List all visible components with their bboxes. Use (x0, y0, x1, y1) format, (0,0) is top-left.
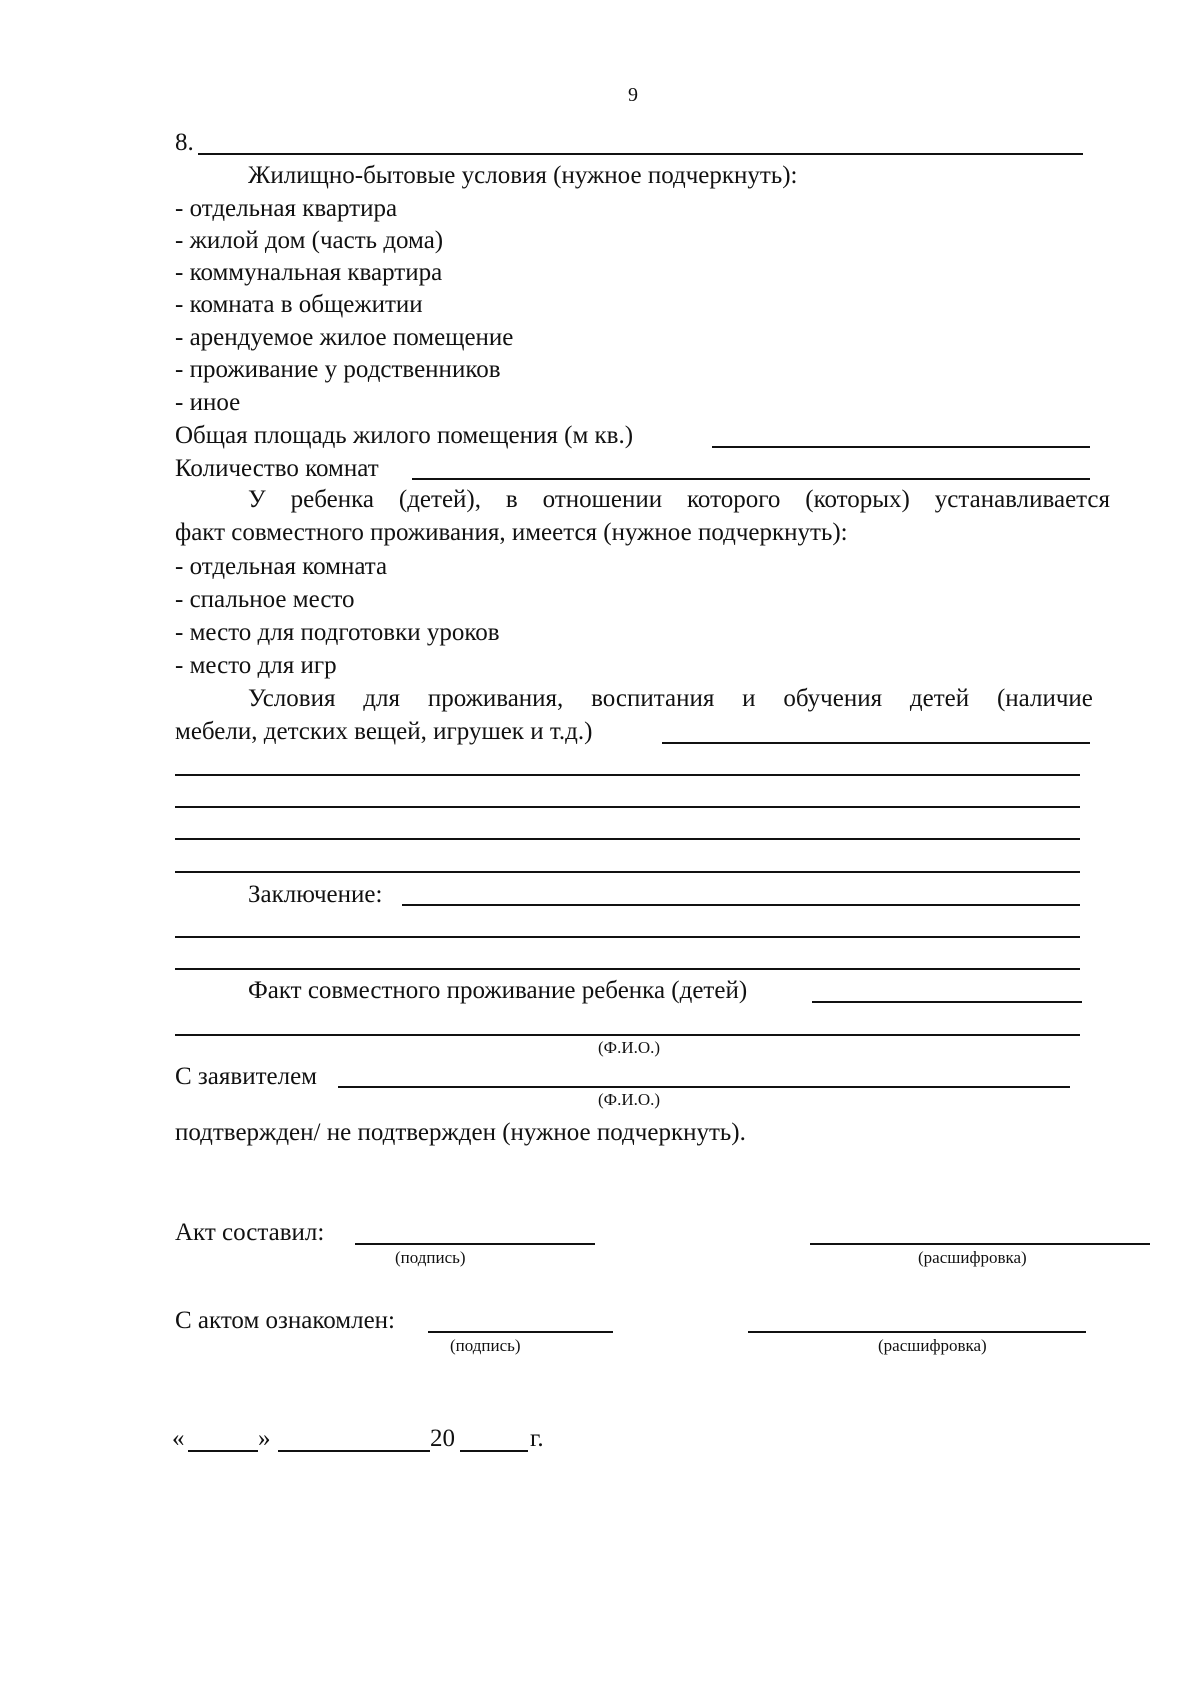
acquainted-signature-field[interactable] (428, 1331, 613, 1333)
compiled-decode-field[interactable] (810, 1243, 1150, 1245)
applicant-label: С заявителем (175, 1063, 317, 1090)
acquainted-decode-field[interactable] (748, 1331, 1086, 1333)
housing-option: - жилой дом (часть дома) (175, 227, 444, 254)
conditions-line2: мебели, детских вещей, игрушек и т.д.) (175, 718, 593, 745)
date-month-field[interactable] (278, 1450, 430, 1452)
conditions-field-line[interactable] (175, 871, 1080, 873)
conclusion-field[interactable] (402, 904, 1080, 906)
applicant-field[interactable] (338, 1086, 1070, 1088)
housing-heading: Жилищно-бытовые условия (нужное подчеркнуть): (248, 162, 798, 189)
compiled-signature-field[interactable] (355, 1243, 595, 1245)
acquainted-label: С актом ознакомлен: (175, 1307, 395, 1334)
child-option: - место для игр (175, 652, 337, 679)
page-number: 9 (628, 84, 638, 106)
housing-option: - иное (175, 389, 241, 416)
date-year-prefix: 20 (430, 1425, 455, 1452)
housing-option: - арендуемое жилое помещение (175, 324, 514, 351)
conditions-field[interactable] (662, 742, 1090, 744)
section-title-field[interactable] (198, 153, 1083, 155)
date-day-field[interactable] (188, 1450, 258, 1452)
conclusion-field-line[interactable] (175, 968, 1080, 970)
conclusion-label: Заключение: (248, 881, 383, 908)
signature-caption: (подпись) (450, 1336, 521, 1355)
confirmed-text: подтвержден/ не подтвержден (нужное подчеркнуть). (175, 1119, 746, 1146)
fact-label: Факт совместного проживание ребенка (детей) (248, 977, 748, 1004)
compiled-label: Акт составил: (175, 1219, 325, 1246)
conditions-field-line[interactable] (175, 806, 1080, 808)
child-intro-line1: У ребенка (детей), в отношении которого (которых) устанавливается (248, 486, 1110, 513)
child-intro-line2: факт совместного проживания, имеется (нужное подчеркнуть): (175, 519, 848, 546)
date-open-quote: « (172, 1425, 185, 1452)
rooms-field[interactable] (412, 478, 1090, 480)
signature-caption: (подпись) (395, 1248, 466, 1267)
fio-caption: (Ф.И.О.) (598, 1038, 661, 1057)
conditions-line1: Условия для проживания, воспитания и обучения детей (наличие (248, 685, 1093, 712)
area-field[interactable] (712, 446, 1090, 448)
decode-caption: (расшифровка) (878, 1336, 987, 1355)
date-year-field[interactable] (460, 1450, 528, 1452)
housing-option: - отдельная квартира (175, 195, 398, 222)
housing-option: - комната в общежитии (175, 291, 423, 318)
date-close-quote: » (258, 1425, 271, 1452)
child-option: - место для подготовки уроков (175, 619, 500, 646)
section-number: 8. (175, 129, 194, 156)
date-year-suffix: г. (530, 1425, 544, 1452)
housing-option: - проживание у родственников (175, 356, 501, 383)
decode-caption: (расшифровка) (918, 1248, 1027, 1267)
rooms-label: Количество комнат (175, 455, 379, 482)
conditions-field-line[interactable] (175, 838, 1080, 840)
conclusion-field-line[interactable] (175, 936, 1080, 938)
fact-fio-field[interactable] (175, 1034, 1080, 1036)
fact-field[interactable] (812, 1001, 1082, 1003)
child-option: - отдельная комната (175, 553, 388, 580)
child-option: - спальное место (175, 586, 355, 613)
fio-caption: (Ф.И.О.) (598, 1090, 661, 1109)
conditions-field-line[interactable] (175, 774, 1080, 776)
area-label: Общая площадь жилого помещения (м кв.) (175, 422, 634, 449)
housing-option: - коммунальная квартира (175, 259, 443, 286)
